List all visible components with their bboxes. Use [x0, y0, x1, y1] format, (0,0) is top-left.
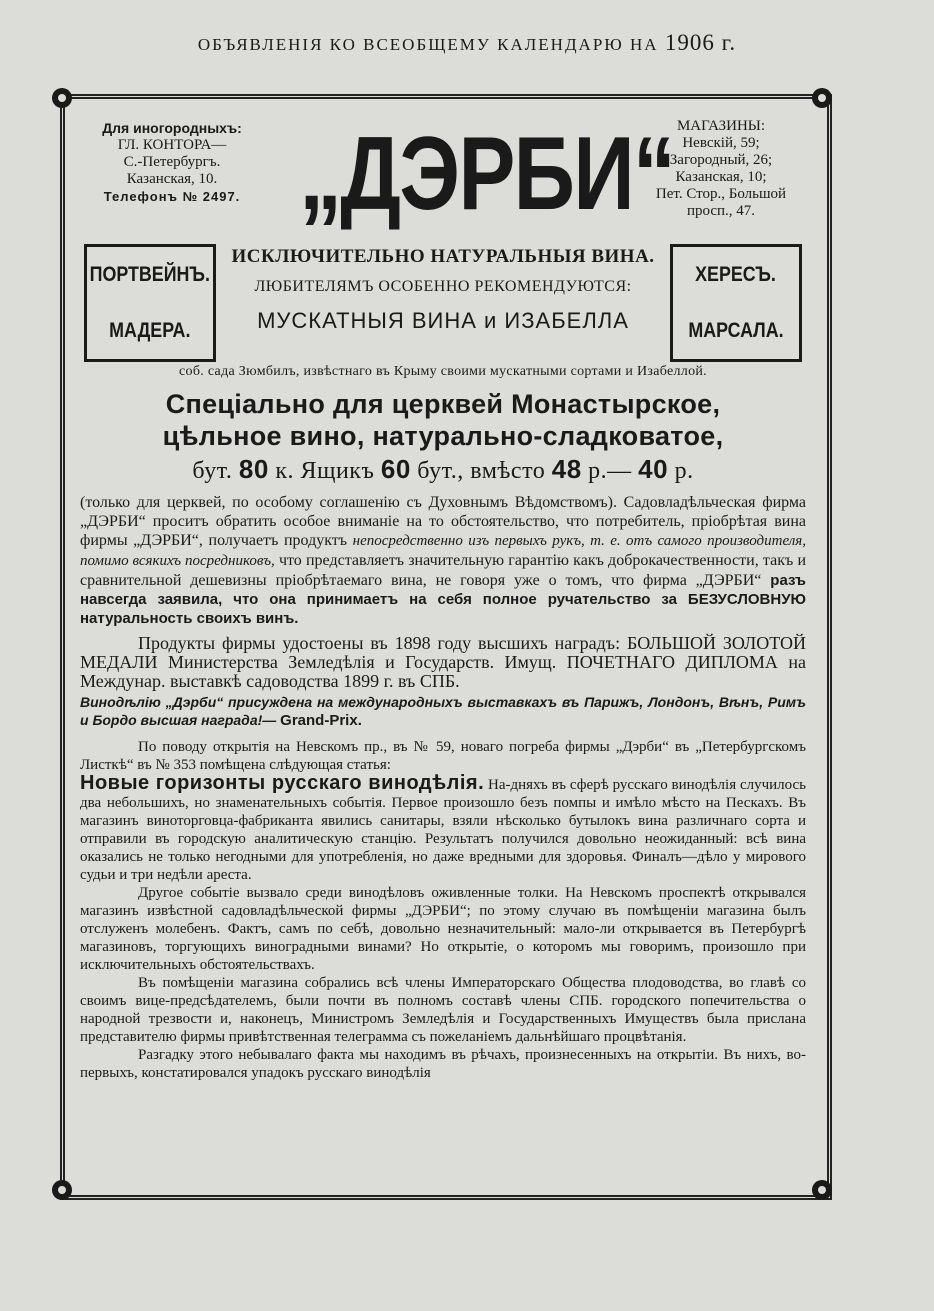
address-line: Пет. Стор., Большой: [655, 186, 787, 202]
article-heading: Новые горизонты русскаго винодѣлія.: [80, 772, 485, 794]
heading-line: Спеціально для церквей Монастырское,: [165, 389, 721, 419]
heading-line: цѣльное вино, натурально-сладковатое,: [162, 421, 724, 451]
wine-name: МАРСАЛА.: [688, 319, 784, 342]
address-line: МАГАЗИНЫ:: [676, 118, 766, 134]
corner-ornament: [812, 1180, 832, 1200]
price-text: бут.: [192, 458, 233, 484]
wine-box-left: [84, 244, 216, 362]
address-line: С.-Петербургъ.: [123, 154, 221, 170]
price-value: 60: [380, 454, 411, 484]
wine-name: ПОРТВЕЙНЪ.: [89, 263, 211, 286]
address-line: Невскій, 59;: [682, 135, 760, 151]
address-line: просп., 47.: [686, 203, 756, 219]
muscat-line: МУСКАТНЫЯ ВИНА и ИЗАБЕЛЛА: [257, 308, 629, 333]
telephone-line: Телефонъ № 2497.: [103, 189, 241, 204]
price-value: 48: [551, 454, 582, 484]
grand-text: Винодѣлію „Дэрби“ присуждена на международныхъ выставкахъ въ Парижъ, Лондонъ, Вѣнъ, Римъ и Бордо высшая награда!—: [80, 694, 806, 728]
ad-content: [80, 112, 806, 1082]
intro-text: По поводу открытія на Невскомъ пр., въ № 59, новаго погреба фирмы „Дэрби“ въ „Петербургскомъ Листкѣ“ въ № 353 помѣщена слѣдующая статья:: [80, 739, 806, 773]
article: [80, 738, 806, 1082]
awards-paragraph: [80, 634, 806, 691]
article-intro: [80, 738, 806, 774]
corner-ornament: [812, 88, 832, 108]
address-line: Казанская, 10.: [126, 171, 218, 187]
price-text: к. Ящикъ: [275, 458, 375, 484]
grand-prix-line: [80, 693, 806, 730]
article-paragraph: На-дняхъ въ сферѣ русскаго винодѣлія случилось два небольшихъ, но знаменательныхъ событія. Первое произошло безъ помпы и имѣло мѣсто на Пескахъ. Въ магазинъ виноторговца-фабриканта явились санитары, взяли нѣсколько бутылокъ вина различнаго сорта и отправили въ городскую аналитическую станцію. Результатъ получился довольно неожиданный: всѣ вина оказались не только негодными для употребленія, но даже вредными для здоровья. Финалъ—дѣло у мирового судьи и три недѣли ареста.: [80, 777, 807, 883]
address-line: Казанская, 10;: [675, 169, 767, 185]
church-wine-heading: [80, 388, 806, 452]
address-line: ГЛ. КОНТОРА—: [117, 137, 227, 153]
awards-text: Продукты фирмы удостоены въ 1898 году высшихъ наградъ: БОЛЬШОЙ ЗОЛОТОЙ МЕДАЛИ Министерства Земледѣлія и Государств. Имущ. ПОЧЕТНАГО ДИПЛОМА на Междунар. выставкѣ садоводства 1899 г. въ СПБ.: [80, 633, 806, 691]
body-text: что представляетъ значительную гарантію какъ доброкачественности, такъ и сравнительной дешевизны пріобрѣтаемаго вина, не говоря уже о томъ, что фирма „ДЭРБИ“: [80, 552, 806, 589]
header-text: ОБЪЯВЛЕНІЯ КО ВСЕОБЩЕМУ КАЛЕНДАРЮ НА: [197, 35, 659, 54]
body-italic: непосредственно изъ первыхъ рукъ, т. е. отъ самого производителя, помимо всякихъ посредниковъ,: [80, 533, 807, 569]
grand-prix-label: Grand-Prix.: [280, 712, 362, 729]
address-line: Загородный, 26;: [669, 152, 773, 168]
corner-ornament: [52, 1180, 72, 1200]
natural-wines-line: ИСКЛЮЧИТЕЛЬНО НАТУРАЛЬНЫЯ ВИНА.: [231, 246, 655, 267]
shops-address: [636, 118, 806, 220]
article-paragraph: Другое событіе вызвало среди винодѣловъ оживленные толки. На Невскомъ проспектѣ открывался магазинъ извѣстной садовладѣльческой фирмы „ДЭРБИ“; по этому случаю въ помѣщеніи магазина былъ отслуженъ молебенъ. Фактъ, самъ по себѣ, довольно незначительный: мало-ли открывается въ Петербургѣ магазиновъ, торгующихъ виноградными винами? Но открытіе, о которомъ мы говоримъ, произошло при исключительныхъ обстоятельствахъ.: [80, 885, 806, 973]
ad-top-row: [80, 112, 806, 236]
price-value: 80: [238, 454, 269, 484]
page-header: [0, 30, 934, 56]
price-text: р.—: [588, 458, 632, 484]
wine-name: ХЕРЕСЪ.: [695, 263, 777, 286]
article-paragraph: Разгадку этого небывалаго факта мы находимъ въ рѣчахъ, произнесенныхъ на открытіи. Въ нихъ, во-первыхъ, констатировался упадокъ русскаго винодѣлія: [80, 1047, 806, 1081]
brand-title: „ДЭРБИ“: [299, 116, 675, 232]
body-text: (только для церквей, по особому соглашенію съ Духовнымъ Вѣдомствомъ). Садовладѣльческая фирма „ДЭРБИ“ проситъ обратить особое вниманіе на то обстоятельство, что потребитель, пріобрѣтая вина фирмы „ДЭРБИ“, получаетъ продуктъ: [80, 494, 806, 549]
body-paragraph: [80, 493, 806, 628]
out-of-town-address: [82, 120, 262, 205]
body-bold: разъ навсегда заявила, что она принимаетъ на себя полное ручательство за БЕЗУСЛОВНУЮ натуральность своихъ винъ.: [80, 572, 806, 627]
price-line: [80, 454, 806, 485]
ad-middle-row: [80, 236, 806, 362]
article-paragraph: Въ помѣщеніи магазина собрались всѣ члены Императорскаго Общества плодоводства, во главѣ со своимъ вице-предсѣдателемъ, были почти въ полномъ составѣ члены СПБ. городского попечительства о народной трезвости и, наконецъ, Министромъ Земледѣлія и Государственныхъ Имуществъ была прислана представителю фирмы привѣтственная телеграмма съ пожеланіемъ дальнѣйшаго процвѣтанія.: [80, 975, 806, 1045]
price-value: 40: [638, 454, 669, 484]
recommended-line: ЛЮБИТЕЛЯМЪ ОСОБЕННО РЕКОМЕНДУЮТСЯ:: [254, 278, 632, 295]
price-text: р.: [674, 458, 694, 484]
corner-ornament: [52, 88, 72, 108]
wine-box-right: [670, 244, 802, 362]
wine-name: МАДЕРА.: [109, 319, 191, 342]
garden-line: соб. сада Зюмбилъ, извѣстнаго въ Крыму своими мускатными сортами и Изабеллой.: [179, 364, 707, 379]
price-text: бут., вмѣсто: [417, 458, 546, 484]
address-line: Для иногородныхъ:: [102, 120, 242, 136]
header-year: 1906 г.: [664, 30, 737, 55]
